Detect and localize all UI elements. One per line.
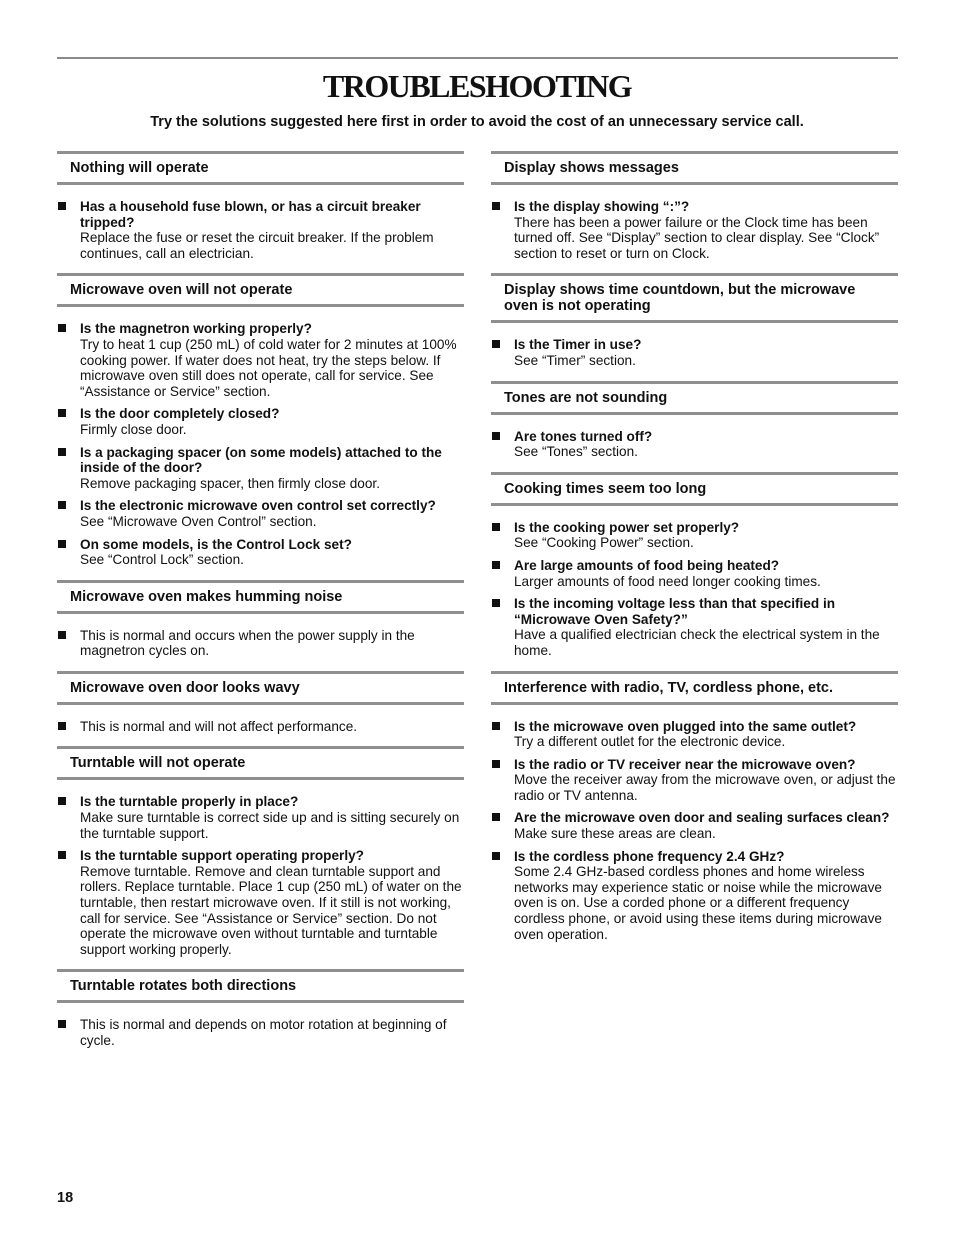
section-display-shows-messages: [491, 151, 898, 261]
list-item: [57, 628, 464, 659]
item-answer: See “Tones” section.: [514, 444, 638, 460]
item-question: Is the cooking power set properly?: [514, 519, 740, 535]
item-answer: Remove packaging spacer, then firmly close door.: [80, 475, 380, 491]
square-bullet-icon: [492, 722, 500, 730]
item-question: Is the Timer in use?: [514, 337, 642, 353]
section-heading: Microwave oven will not operate: [57, 273, 464, 307]
list-item: [57, 445, 464, 492]
right-column: [491, 151, 898, 954]
item-answer: Have a qualified electrician check the electrical system in the home.: [514, 627, 880, 658]
list-item: [491, 337, 898, 368]
item-answer: See “Microwave Oven Control” section.: [80, 513, 317, 529]
section-items: [57, 1017, 464, 1048]
square-bullet-icon: [58, 797, 66, 805]
item-answer: Try a different outlet for the electronic device.: [514, 734, 786, 750]
item-question: Are the microwave oven door and sealing surfaces clean?: [514, 810, 890, 826]
item-answer: Make sure these areas are clean.: [514, 826, 716, 842]
section-items: [491, 520, 898, 659]
item-question: Is the turntable properly in place?: [80, 794, 299, 810]
list-item: [491, 199, 898, 261]
section-heading: Microwave oven door looks wavy: [57, 671, 464, 705]
item-answer: There has been a power failure or the Clock time has been turned off. See “Display” section to clear display. See “Clock” section to reset or turn on Clock.: [514, 214, 880, 261]
square-bullet-icon: [492, 760, 500, 768]
list-item: [491, 849, 898, 943]
section-microwave-oven-makes-humming-noise: [57, 580, 464, 659]
list-item: [57, 719, 464, 735]
item-answer: This is normal and depends on motor rotation at beginning of cycle.: [80, 1017, 447, 1048]
square-bullet-icon: [492, 561, 500, 569]
square-bullet-icon: [58, 631, 66, 639]
item-answer: Make sure turntable is correct side up and is sitting securely on the turntable support.: [80, 810, 460, 841]
section-heading: Turntable will not operate: [57, 746, 464, 780]
section-items: [57, 628, 464, 659]
square-bullet-icon: [58, 540, 66, 548]
list-item: [491, 429, 898, 460]
item-question: Is the turntable support operating properly?: [80, 848, 364, 864]
item-question: Are large amounts of food being heated?: [514, 557, 780, 573]
item-question: Is the microwave oven plugged into the same outlet?: [514, 718, 857, 734]
list-item: [57, 794, 464, 841]
square-bullet-icon: [58, 448, 66, 456]
section-microwave-oven-will-not-operate: [57, 273, 464, 567]
section-tones-are-not-sounding: [491, 381, 898, 460]
list-item: [491, 596, 898, 658]
square-bullet-icon: [492, 340, 500, 348]
section-cooking-times-seem-too-long: [491, 472, 898, 659]
square-bullet-icon: [58, 1020, 66, 1028]
item-question: Is a packaging spacer (on some models) attached to the inside of the door?: [80, 444, 442, 476]
square-bullet-icon: [58, 324, 66, 332]
item-question: Is the cordless phone frequency 2.4 GHz?: [514, 848, 785, 864]
list-item: [491, 520, 898, 551]
square-bullet-icon: [58, 202, 66, 210]
list-item: [491, 757, 898, 804]
item-answer: Try to heat 1 cup (250 mL) of cold water for 2 minutes at 100% cooking power. If water does not heat, try the steps below. If microwave oven still does not operate, call for service. See “Assistance or Service” section.: [80, 336, 457, 399]
item-answer: See “Cooking Power” section.: [514, 535, 694, 551]
list-item: [57, 321, 464, 399]
square-bullet-icon: [492, 599, 500, 607]
page-title: TROUBLESHOOTING: [322, 68, 632, 104]
item-question: Is the magnetron working properly?: [80, 321, 312, 337]
item-answer: Move the receiver away from the microwave oven, or adjust the radio or TV antenna.: [514, 772, 896, 803]
section-microwave-oven-door-looks-wavy: [57, 671, 464, 735]
square-bullet-icon: [58, 722, 66, 730]
list-item: [57, 406, 464, 437]
item-question: On some models, is the Control Lock set?: [80, 536, 352, 552]
section-heading: Microwave oven makes humming noise: [57, 580, 464, 614]
section-turntable-rotates-both-directions: [57, 969, 464, 1048]
section-interference-with-radio-tv-cordless-phon: [491, 671, 898, 943]
item-question: Has a household fuse blown, or has a circuit breaker tripped?: [80, 199, 421, 230]
item-question: Is the display showing “:”?: [514, 199, 690, 214]
list-item: [57, 199, 464, 261]
section-items: [57, 321, 464, 567]
list-item: [491, 810, 898, 841]
item-question: Are tones turned off?: [514, 428, 653, 444]
section-items: [491, 719, 898, 943]
page-subtitle: Try the solutions suggested here first in order to avoid the cost of an unnecessary service call.: [150, 114, 804, 130]
section-nothing-will-operate: [57, 151, 464, 261]
section-heading: Display shows messages: [491, 151, 898, 185]
section-items: [491, 429, 898, 460]
section-heading: Turntable rotates both directions: [57, 969, 464, 1003]
section-items: [57, 794, 464, 957]
item-question: Is the incoming voltage less than that specified in “Microwave Oven Safety?”: [514, 596, 836, 627]
list-item: [491, 558, 898, 589]
item-answer: See “Timer” section.: [514, 352, 636, 368]
square-bullet-icon: [58, 851, 66, 859]
section-heading: Nothing will operate: [57, 151, 464, 185]
item-answer: See “Control Lock” section.: [80, 552, 244, 568]
section-heading: Tones are not sounding: [491, 381, 898, 415]
square-bullet-icon: [492, 852, 500, 860]
left-column: [57, 151, 464, 1061]
section-items: [57, 199, 464, 261]
item-question: Is the electronic microwave oven control set correctly?: [80, 498, 436, 514]
section-items: [57, 719, 464, 735]
list-item: [57, 848, 464, 957]
item-question: Is the door completely closed?: [80, 406, 280, 422]
square-bullet-icon: [58, 409, 66, 417]
item-answer: Remove turntable. Remove and clean turntable support and rollers. Replace turntable. Place 1 cup (250 mL) of water on the turntable, then restart microwave oven. If it still is not working, call for service. See “Assistance or Service” section. Do not operate the microwave oven without turntable and turntable support working properly.: [80, 863, 462, 957]
item-answer: This is normal and will not affect performance.: [80, 718, 358, 734]
item-answer: Replace the fuse or reset the circuit breaker. If the problem continues, call an electrician.: [80, 230, 434, 261]
item-answer: This is normal and occurs when the power supply in the magnetron cycles on.: [80, 627, 415, 659]
square-bullet-icon: [492, 523, 500, 531]
section-turntable-will-not-operate: [57, 746, 464, 957]
square-bullet-icon: [492, 202, 500, 210]
list-item: [57, 537, 464, 568]
section-heading: Interference with radio, TV, cordless phone, etc.: [491, 671, 898, 705]
top-rule: [57, 57, 898, 59]
item-answer: Larger amounts of food need longer cooking times.: [514, 573, 821, 589]
section-heading: Display shows time countdown, but the microwave oven is not operating: [491, 273, 898, 323]
section-heading: Cooking times seem too long: [491, 472, 898, 506]
square-bullet-icon: [58, 501, 66, 509]
list-item: [57, 1017, 464, 1048]
page-number: 18: [57, 1190, 74, 1206]
item-answer: Firmly close door.: [80, 421, 187, 437]
section-display-shows-time-countdown-but-the-mic: [491, 273, 898, 368]
list-item: [491, 719, 898, 750]
square-bullet-icon: [492, 432, 500, 440]
section-items: [491, 337, 898, 368]
item-answer: Some 2.4 GHz-based cordless phones and home wireless networks may experience static or noise while the microwave oven is on. Use a corded phone or a different frequency cordless phone, or avoid using these items during microwave oven operation.: [514, 864, 882, 942]
square-bullet-icon: [492, 813, 500, 821]
list-item: [57, 498, 464, 529]
item-question: Is the radio or TV receiver near the microwave oven?: [514, 756, 856, 772]
section-items: [491, 199, 898, 261]
